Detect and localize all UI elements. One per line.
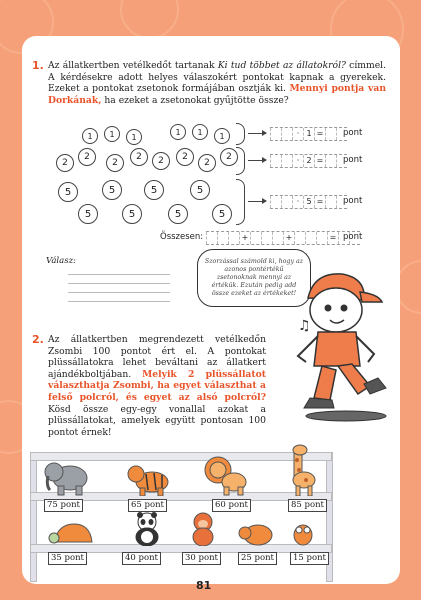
price-tag: 35 pont <box>48 552 87 565</box>
multiplier: 2 <box>303 155 314 167</box>
coin-5: 5 <box>122 204 142 224</box>
answer-label: Válasz: <box>46 256 76 266</box>
price-tag: 40 pont <box>122 552 161 565</box>
arrow-icon <box>248 201 266 202</box>
answer-grid-5[interactable]: · 5 = <box>270 195 347 209</box>
arrow-icon <box>248 133 266 134</box>
task-2-text <box>34 334 266 438</box>
price-tag: 25 pont <box>238 552 277 565</box>
coin-5: 5 <box>58 182 78 202</box>
answer-grid-2[interactable]: · 2 = <box>270 154 347 168</box>
coin-2: 2 <box>56 154 74 172</box>
unit-label: pont <box>343 196 363 206</box>
coin-2: 2 <box>198 154 216 172</box>
monkey-plush[interactable] <box>186 512 220 546</box>
price-tag: 75 pont <box>44 499 83 512</box>
hippo-plush[interactable] <box>238 520 274 546</box>
coin-1: 1 <box>104 126 120 142</box>
task-text: Kösd össze egy-egy vonallal azokat a plüssállatokat, amelyek együtt pontosan 100 pontot érnek! <box>48 403 266 438</box>
hint-speech-bubble: Szorzással számold ki, hogy az azonos pontértékű zsetonoknak mennyi az értékük. Ezután pedig add össze ezeket az értékeket! <box>197 249 311 307</box>
price-tag: 30 pont <box>182 552 221 565</box>
coin-2: 2 <box>220 148 238 166</box>
arrow-icon <box>248 160 266 161</box>
answer-line[interactable] <box>68 283 170 284</box>
tiger-plush[interactable] <box>126 460 170 496</box>
sum-grid[interactable]: + + = <box>206 231 360 245</box>
unit-label: pont <box>343 128 363 138</box>
coin-1: 1 <box>170 124 186 140</box>
price-tag: 60 pont <box>212 499 251 512</box>
task-question: Mennyi pontja van Dorkának, <box>48 83 386 106</box>
task-text: Az állatkertben megrendezett vetélkedőn Zsombi 100 pontot ért el. A pontokat plüssállatokra lehet beváltani az állatkert ajándékboltjában. <box>48 334 266 380</box>
multiplier: 5 <box>303 196 314 208</box>
unit-label: pont <box>343 155 363 165</box>
coin-1: 1 <box>126 129 142 145</box>
page-number: 81 <box>196 579 212 592</box>
price-tag: 85 pont <box>288 499 327 512</box>
task-text: ha ezeket a zsetonokat gyűjtötte össze? <box>101 94 289 106</box>
coin-2: 2 <box>176 148 194 166</box>
coin-1: 1 <box>82 128 98 144</box>
task-1-text <box>34 60 386 106</box>
lion-plush[interactable] <box>204 454 248 496</box>
price-tag: 65 pont <box>128 499 167 512</box>
background-swirl <box>120 0 179 39</box>
turtle-plush[interactable] <box>48 522 96 546</box>
shelf-post <box>30 452 37 582</box>
brace <box>236 179 245 225</box>
coin-5: 5 <box>78 204 98 224</box>
multiplier: 1 <box>303 128 314 140</box>
task-number: 2. <box>32 333 44 346</box>
coin-5: 5 <box>102 180 122 200</box>
giraffe-plush[interactable] <box>286 442 316 496</box>
brace <box>236 147 245 175</box>
owl-plush[interactable] <box>292 520 314 546</box>
worksheet-page <box>22 36 400 584</box>
coin-2: 2 <box>152 152 170 170</box>
coin-5: 5 <box>212 204 232 224</box>
coin-5: 5 <box>190 180 210 200</box>
coin-2: 2 <box>130 148 148 166</box>
panda-plush[interactable] <box>132 512 162 546</box>
svg-text:♫: ♫ <box>298 318 311 334</box>
boy-mascot <box>274 258 392 428</box>
coin-5: 5 <box>168 204 188 224</box>
coin-2: 2 <box>78 148 96 166</box>
sum-label: Összesen: <box>160 232 204 242</box>
task-number: 1. <box>32 59 44 72</box>
coin-5: 5 <box>144 180 164 200</box>
quiz-title: Ki tud többet az állatokról? <box>217 60 346 71</box>
coin-1: 1 <box>214 128 230 144</box>
coin-2: 2 <box>106 154 124 172</box>
answer-line[interactable] <box>68 274 170 275</box>
task-text: címmel. A kérdésekre adott helyes válaszokért pontokat kapnak a gyerekek. Ezeket a pontokat zsetonok formájában osztják ki. <box>48 60 386 95</box>
answer-line[interactable] <box>68 301 170 302</box>
price-tag: 15 pont <box>290 552 329 565</box>
unit-label: pont <box>343 232 363 242</box>
task-question: Melyik 2 plüssállatot választhatja Zsombi, ha egyet választhat a felső polcról, és egyet az alsó polcról? <box>48 368 267 403</box>
answer-grid-1[interactable]: · 1 = <box>270 127 347 141</box>
coin-1: 1 <box>192 124 208 140</box>
brace <box>236 123 245 145</box>
task-text: Az állatkertben vetélkedőt tartanak <box>48 60 218 71</box>
answer-line[interactable] <box>68 292 170 293</box>
elephant-plush[interactable] <box>44 458 90 496</box>
